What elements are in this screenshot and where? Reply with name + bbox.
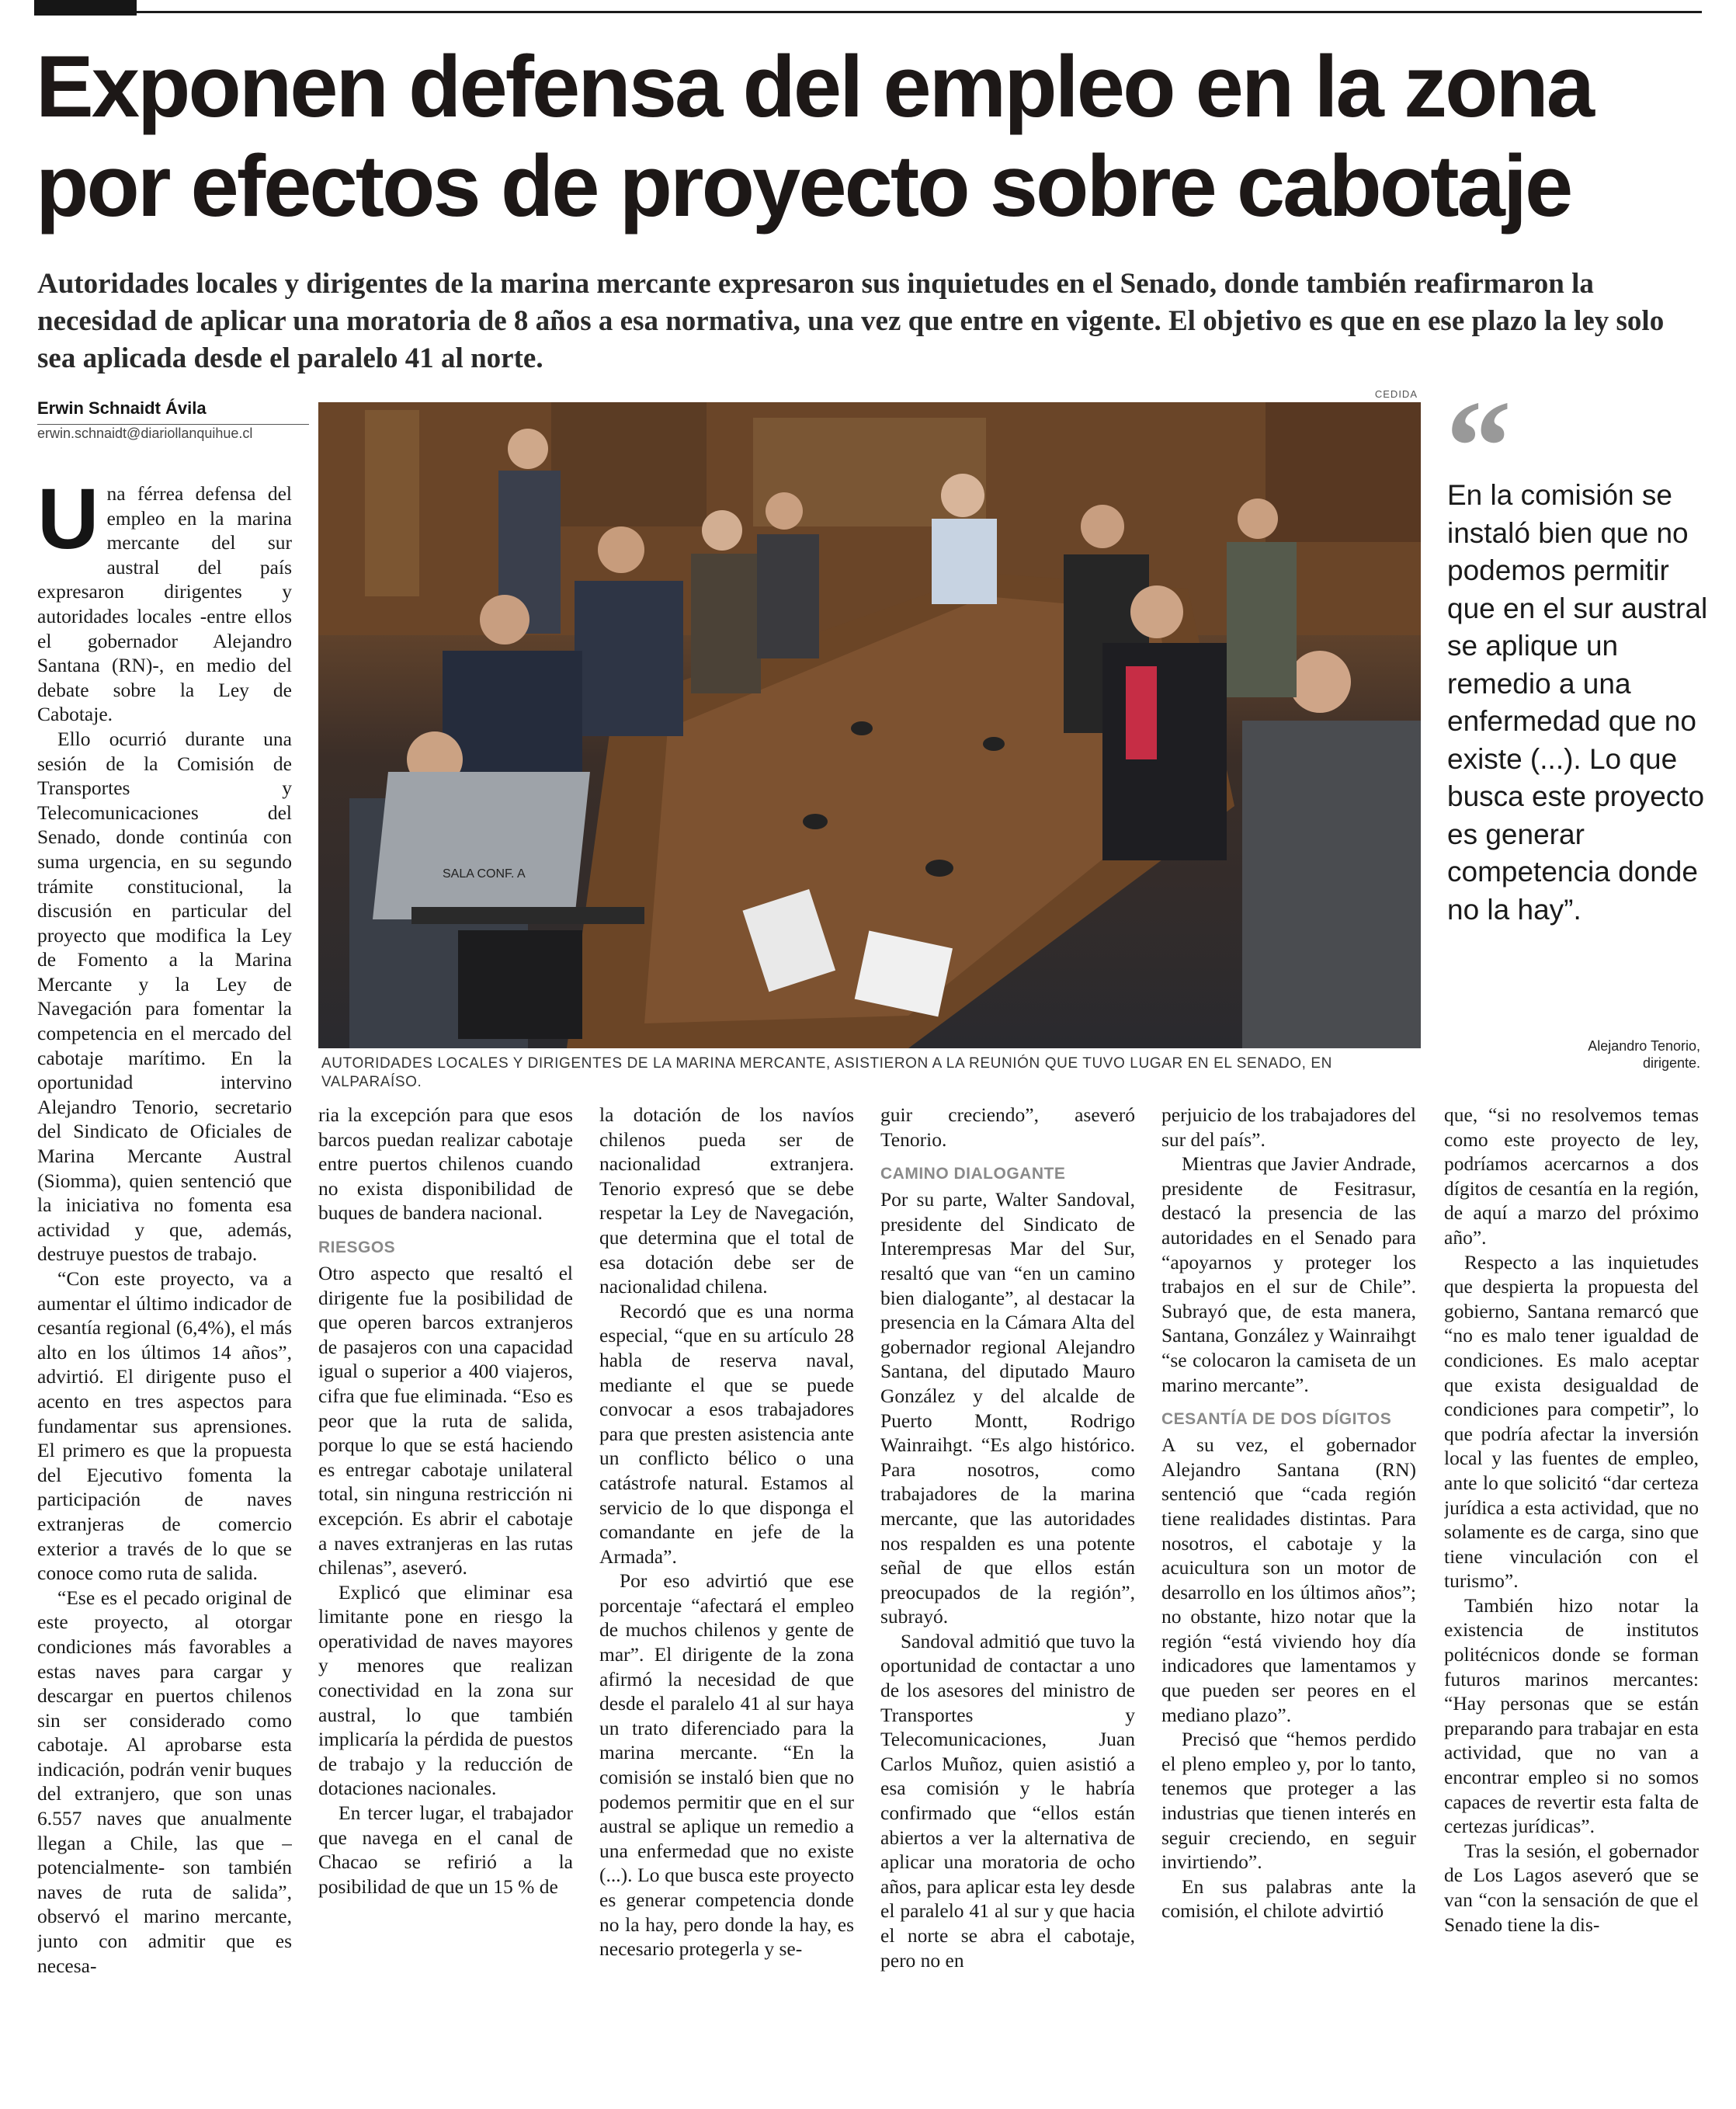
col2-paragraph: En tercer lugar, el trabajador que navega en el canal de Chacao se refirió a la posibilidad de que un 15 % de	[318, 1802, 573, 1898]
meeting-photo	[318, 402, 1421, 1048]
pull-quote: En la comisión se instaló bien que no podemos permitir que en el sur austral se aplique un remedio a una enfermedad que no existe (...). Lo que busca este proyecto es generar competencia donde no la hay”.	[1447, 479, 1708, 926]
col2-paragraph: Explicó que eliminar esa limitante pone en riesgo la operatividad de naves mayores y menores que realizan conectividad en la zona sur austral, lo que también implicaría la pérdida de puestos de trabajo y la reducción de dotaciones nacionales.	[318, 1580, 573, 1800]
section-rule	[137, 11, 1702, 13]
col4-paragraph: Por su parte, Walter Sandoval, presidente del Sindicato de Interempresas Mar del Sur, resaltó que van “en un camino bien dialogante”, al destacar la presencia en la Cámara Alta del gobernador regional Alejandro Santana, del diputado Mauro González y del alcalde de Puerto Montt, Rodrigo Wainraihgt. “Es algo histórico. Para nosotros, como trabajadores de la marina mercante, que las autoridades nos respalden es una potente señal de que ellos están preocupados de la región”, subrayó.	[880, 1188, 1135, 1628]
col1-paragraph: Ello ocurrió durante una sesión de la Comisión de Transportes y Telecomunicaciones del Senado, donde continúa con suma urgencia, en su segundo trámite constitucional, la discusión en particular del proyecto que modifica la Ley de Fomento a la Marina Mercante y la Ley de Navegación para fomentar la competencia en el mercado del cabotaje marítimo. En la oportunidad intervino Alejandro Tenorio, secretario del Sindicato de Oficiales de Marina Mercante Austral (Siomma), quien sentenció que la iniciativa no fomenta esa actividad y que, además, destruye puestos de trabajo.	[37, 727, 292, 1266]
col2-paragraph: Otro aspecto que resaltó el dirigente fue la posibilidad de que operen barcos extranjeros de pasajeros con una capacidad igual o superior a 400 viajeros, cifra que fue eliminada. “Eso es peor que la ruta de salida, porque lo que se está haciendo es entregar cabotaje unilateral total, sin ninguna restricción ni excepción. Es abrir el cabotaje a naves extranjeras en las rutas chilenas”, aseveró.	[318, 1261, 573, 1579]
col3-paragraph: la dotación de los navíos chilenos pueda ser de nacionalidad extranjera. Tenorio expresó que se debe respetar la Ley de Navegación, que determina que el total de esa dotación debe ser de nacionalidad chilena.	[599, 1103, 854, 1298]
laptop-label: SALA CONF. A	[443, 867, 526, 881]
col5-paragraph: Mientras que Javier Andrade, presidente de Fesitrasur, destacó la presencia de las autoridades en el Senado para “apoyarnos y proteger los trabajos en el sur de Chile”. Subrayó que, de esta manera, Santana, González y Wainraihgt “se colocaron la camiseta de un marino mercante”.	[1161, 1152, 1416, 1396]
col3-paragraph: Recordó que es una norma especial, “que en su artículo 28 habla de reserva naval, mediante el que se puede convocar a esos trabajadores para que presten asistencia ante un conflicto bélico o una catástrofe natural. Estamos al servicio de lo que disponga el comandante en jefe de la Armada”.	[599, 1299, 854, 1568]
col6-paragraph: Tras la sesión, el gobernador de Los Lagos aseveró que se van “con la sensación de que el Senado tiene la dis-	[1444, 1839, 1699, 1936]
column-2	[318, 1103, 573, 2104]
quote-attr-name: Alejandro Tenorio,	[1588, 1038, 1700, 1054]
section-bar	[0, 0, 1736, 26]
col1-paragraph: “Con este proyecto, va a aumentar el último indicador de cesantía regional (6,4%), el más alto en los últimos 14 años”, advirtió. El dirigente puso el acento en tres aspectos para fundamentar sus aprensiones. El primero es que la propuesta del Ejecutivo fomenta la participación de naves extranjeras de comercio exterior a través de lo que se conoce como ruta de salida.	[37, 1267, 292, 1585]
col5-paragraph: Precisó que “hemos perdido el pleno empleo y, por lo tanto, tenemos que proteger a las industrias que tienen interés en seguir creciendo, en seguir invirtiendo”.	[1161, 1728, 1416, 1874]
drop-cap: U	[37, 481, 99, 567]
section-tab	[34, 0, 137, 16]
quote-attr-role: dirigente.	[1642, 1055, 1700, 1071]
headline: Exponen defensa del empleo en la zona por efectos de proyecto sobre cabotaje	[36, 38, 1593, 235]
col5-paragraph: A su vez, el gobernador Alejandro Santana (RN) sentenció que “cada región tiene realidades distintas. Para nosotros, el cabotaje y la acuicultura son un motor de desarrollo en los últimos años”; no obstante, hizo notar que la región “está viviendo hoy día indicadores que lamentamos y que pueden ser peores en el mediano plazo”.	[1161, 1433, 1416, 1726]
column-1	[37, 481, 292, 2104]
column-6	[1444, 1103, 1699, 2104]
quote-mark-icon: “	[1446, 374, 1512, 519]
col1-paragraph: Una férrea defensa del empleo en la marina mercante del sur austral del país expresaron dirigentes y autoridades locales -entre ellos el gobernador Alejandro Santana (RN)-, en medio del debate sobre la Ley de Cabotaje.	[37, 481, 292, 726]
col4-paragraph: guir creciendo”, aseveró Tenorio.	[880, 1103, 1135, 1151]
byline	[37, 398, 309, 442]
author-name: Erwin Schnaidt Ávila	[37, 398, 207, 418]
column-4	[880, 1103, 1135, 2104]
column-5	[1161, 1103, 1416, 2104]
col4-paragraph: Sandoval admitió que tuvo la oportunidad de contactar a uno de los asesores del ministro de Transportes y Telecomunicaciones, Juan Carlos Muñoz, quien asistió a esa comisión y le habría confirmado que “ellos están abiertos a ver la alternativa de aplicar una moratoria de ocho años, para aplicar esta ley desde el paralelo 41 al sur y que hacia el norte se abra el cabotaje, pero no en	[880, 1629, 1135, 1972]
col5-paragraph: En sus palabras ante la comisión, el chilote advirtió	[1161, 1874, 1416, 1923]
meeting-photo-illustration	[318, 402, 1421, 1048]
col6-paragraph: que, “si no resolvemos temas como este proyecto de ley, podríamos acercarnos a dos dígitos de cesantía en la región, de aquí a marzo del próximo año”.	[1444, 1103, 1699, 1249]
photo-caption: AUTORIDADES LOCALES Y DIRIGENTES DE LA MARINA MERCANTE, ASISTIERON A LA REUNIÓN QUE TUVO LUGAR EN EL SENADO, EN VALPARAÍSO.	[321, 1055, 1332, 1090]
col3-paragraph: Por eso advirtió que ese porcentaje “afectará el empleo de muchos chilenos y gente de mar”. El dirigente de la zona afirmó la necesidad de que desde el paralelo 41 al sur haya un trato diferenciado para la marina mercante. “En la comisión se instaló bien que no podemos permitir que en el sur austral se aplique un remedio a una enfermedad que no existe (...). Lo que busca este proyecto es generar competencia donde no la hay, pero donde la hay, es necesario protegerla y se-	[599, 1569, 854, 1961]
deck: Autoridades locales y dirigentes de la marina mercante expresaron sus inquietudes en el Senado, donde también reafirmaron la necesidad de aplicar una moratoria de 8 años a esa normativa, una vez que entre en vigente. El objetivo es que en ese plazo la ley solo sea aplicada desde el paralelo 41 al norte.	[37, 268, 1665, 374]
column-3	[599, 1103, 854, 2104]
author-email: erwin.schnaidt@diariollanquihue.cl	[37, 426, 253, 441]
col6-paragraph: Respecto a las inquietudes que despierta la propuesta del gobierno, Santana remarcó que “no es malo tener igualdad de condiciones. Es malo aceptar que exista desigualdad de condiciones para competir”, lo que podría afectar la inversión local y las fuentes de empleo, ante lo que solicitó “dar certeza jurídica a esta actividad, que no solamente es de carga, sino que tiene vinculación con el turismo”.	[1444, 1250, 1699, 1593]
col2-paragraph: ria la excepción para que esos barcos puedan realizar cabotaje entre puertos chilenos cuando no exista disponibilidad de buques de bandera nacional.	[318, 1103, 573, 1225]
col6-paragraph: También hizo notar la existencia de institutos politécnicos donde se forman futuros marinos mercantes: “Hay personas que se están preparando para trabajar en esta actividad, que no van a encontrar empleo si no somos capaces de revertir esta falta de certezas jurídicas”.	[1444, 1593, 1699, 1838]
subheading-cesantia: CESANTÍA DE DOS DÍGITOS	[1161, 1410, 1392, 1429]
col5-paragraph: perjuicio de los trabajadores del sur del país”.	[1161, 1103, 1416, 1151]
subheading-riesgos: RIESGOS	[318, 1238, 396, 1256]
photo-credit: CEDIDA	[1374, 388, 1418, 400]
col1-paragraph: “Ese es el pecado original de este proyecto, al otorgar condiciones más favorables a estas naves para cargar y descargar en puertos chilenos sin ser considerado como cabotaje. Al aprobarse esta indicación, podrán venir buques del extranjero, que son unas 6.557 naves que anualmente llegan a Chile, las que –potencialmente- son también naves de ruta de salida”, observó el marino mercante, junto con admitir que es necesa-	[37, 1586, 292, 1977]
quote-attribution	[1483, 1037, 1700, 1072]
subheading-camino-dialogante: CAMINO DIALOGANTE	[880, 1165, 1066, 1183]
